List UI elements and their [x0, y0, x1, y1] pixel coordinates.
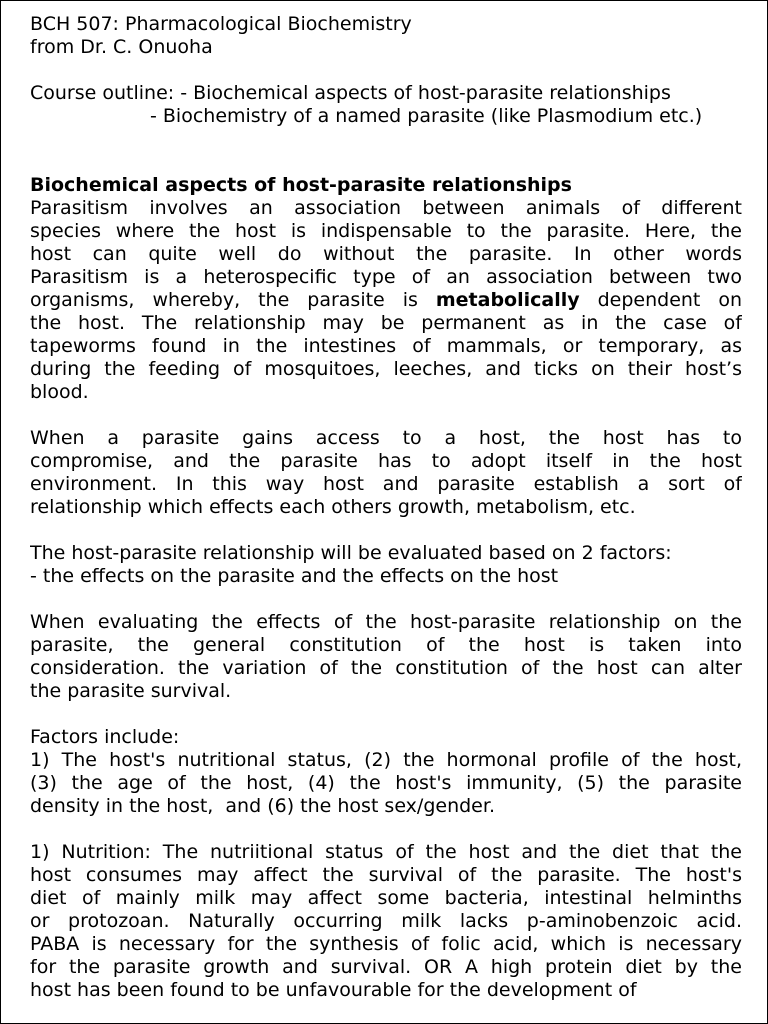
text-line: relationship which effects each others growth, metabolism, etc. [30, 496, 636, 518]
section-heading [30, 174, 742, 197]
text-span: dependent on [579, 289, 742, 311]
spacer [30, 818, 742, 841]
text-line: during the feeding of mosquitoes, leeches, and ticks on their host’s [30, 358, 742, 380]
text-line: density in the host, and (6) the host sex/gender. [30, 795, 495, 817]
text-line: diet of mainly milk may affect some bacteria, intestinal helminths [30, 887, 742, 909]
paragraph-factors [30, 726, 742, 818]
text-line: 1) The host's nutritional status, (2) the hormonal profile of the host, [30, 749, 742, 771]
text-line: host can quite well do without the parasite. In other words [30, 243, 742, 265]
bold-term: metabolically [435, 289, 580, 311]
text-line [30, 289, 742, 312]
text-line: blood. [30, 381, 89, 403]
paragraph-evaluation [30, 542, 742, 588]
spacer [30, 59, 742, 82]
text-line: species where the host is indispensable to the parasite. Here, the [30, 220, 742, 242]
text-line: PABA is necessary for the synthesis of folic acid, which is necessary [30, 933, 742, 955]
document-body [30, 13, 742, 1002]
section-heading-text: Biochemical aspects of host-parasite relationships [30, 174, 572, 196]
spacer [30, 128, 742, 174]
spacer [30, 519, 742, 542]
text-line: the parasite survival. [30, 680, 232, 702]
course-outline-line-1: Course outline: - Biochemical aspects of host-parasite relationships [30, 82, 671, 104]
text-line: tapeworms found in the intestines of mammals, or temporary, as [30, 335, 742, 357]
text-line: 1) Nutrition: The nutriitional status of the host and the diet that the [30, 841, 742, 863]
text-line: consideration. the variation of the constitution of the host can alter [30, 657, 742, 679]
text-line: - the effects on the parasite and the effects on the host [30, 565, 559, 587]
text-line: (3) the age of the host, (4) the host's immunity, (5) the parasite [30, 772, 742, 794]
text-line: Parasitism is a heterospecific type of an association between two [30, 266, 742, 288]
text-line: The host-parasite relationship will be evaluated based on 2 factors: [30, 542, 672, 564]
spacer [30, 703, 742, 726]
spacer [30, 404, 742, 427]
course-title: BCH 507: Pharmacological Biochemistry [30, 13, 412, 35]
instructor-line: from Dr. C. Onuoha [30, 36, 213, 58]
text-line: host has been found to be unfavourable for the development of [30, 979, 637, 1001]
text-line: parasite, the general constitution of the host is taken into [30, 634, 742, 656]
paragraph-effects [30, 611, 742, 703]
text-line: environment. In this way host and parasite establish a sort of [30, 473, 742, 495]
paragraph-nutrition [30, 841, 742, 1002]
text-line: Factors include: [30, 726, 180, 748]
text-line: Parasitism involves an association between animals of different [30, 197, 742, 219]
text-line: host consumes may affect the survival of the parasite. The host's [30, 864, 742, 886]
text-span: organisms, whereby, the parasite is [30, 289, 436, 311]
paragraph-parasitism [30, 197, 742, 404]
text-line: When evaluating the effects of the host-parasite relationship on the [30, 611, 742, 633]
paragraph-host-access [30, 427, 742, 519]
text-line: When a parasite gains access to a host, the host has to [30, 427, 742, 449]
spacer [30, 588, 742, 611]
text-line: the host. The relationship may be permanent as in the case of [30, 312, 742, 334]
text-line: compromise, and the parasite has to adopt itself in the host [30, 450, 742, 472]
text-line: or protozoan. Naturally occurring milk lacks p-aminobenzoic acid. [30, 910, 742, 932]
text-line: for the parasite growth and survival. OR A high protein diet by the [30, 956, 742, 978]
course-outline-line-2: - Biochemistry of a named parasite (like Plasmodium etc.) [150, 105, 703, 127]
